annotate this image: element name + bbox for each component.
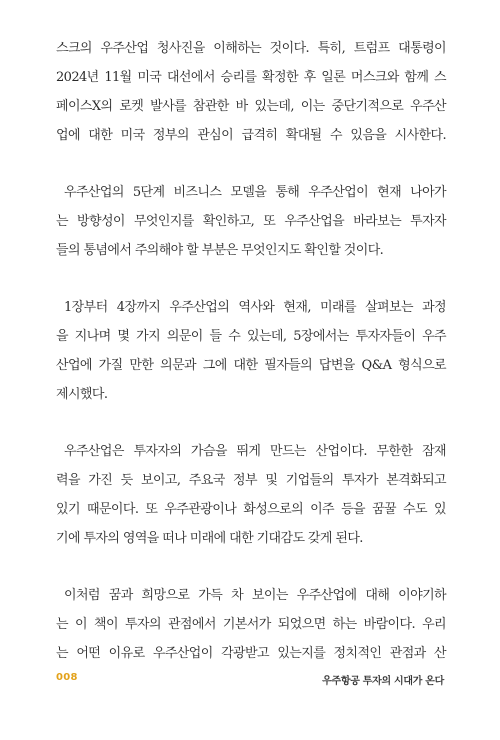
page-body [56,34,446,668]
text-line: 있기 때문이다. 또 우주관광이나 화성으로의 이주 등을 꿈꿀 수도 있 [56,502,446,517]
text-line: 1장부터 4장까지 우주산업의 역사와 현재, 미래를 살펴보는 과정 [64,300,446,315]
paragraph-gap [56,409,446,437]
text-line: 는 이 책이 투자의 관점에서 기본서가 되었으면 하는 바람이다. 우리 [56,617,446,632]
paragraph-5 [56,581,446,668]
text-line: 스크의 우주산업 청사진을 이해하는 것이다. 특히, 트럼프 대통령이 [56,41,446,56]
text-line: 산업에 가질 만한 의문과 그에 대한 필자들의 답변을 Q&A 형식으로 [56,358,446,373]
paragraph-3 [56,293,446,409]
page-footer [56,672,444,688]
text-line: 는 방향성이 무엇인지를 확인하고, 또 우주산업을 바라보는 투자자 [56,214,446,229]
text-line: 기에 투자의 영역을 떠나 미래에 대한 기대감도 갖게 된다. [56,531,363,546]
text-line: 2024년 11월 미국 대선에서 승리를 확정한 후 일론 머스크와 함께 스 [56,70,446,85]
text-line: 업에 대한 미국 정부의 관심이 급격히 확대될 수 있음을 시사한다. [56,128,446,143]
text-line: 우주산업의 5단계 비즈니스 모델을 통해 우주산업이 현재 나아가 [64,185,446,200]
text-line: 제시했다. [56,387,108,402]
paragraph-4 [56,437,446,553]
paragraph-gap [56,150,446,178]
paragraph-1 [56,34,446,150]
text-line: 페이스X의 로켓 발사를 참관한 바 있는데, 이는 중단기적으로 우주산 [56,99,446,114]
running-title: 우주항공 투자의 시대가 온다 [322,676,444,687]
paragraph-2 [56,178,446,265]
text-line: 는 어떤 이유로 우주산업이 각광받고 있는지를 정치적인 관점과 산 [56,646,446,661]
text-line: 이처럼 꿈과 희망으로 가득 차 보이는 우주산업에 대해 이야기하 [64,588,446,603]
paragraph-gap [56,553,446,581]
text-line: 을 지나며 몇 가지 의문이 들 수 있는데, 5장에서는 투자자들이 우주 [56,329,446,344]
text-line: 력을 가진 듯 보이고, 주요국 정부 및 기업들의 투자가 본격화되고 [56,473,446,488]
paragraph-gap [56,265,446,293]
text-line: 우주산업은 투자자의 가슴을 뛰게 만드는 산업이다. 무한한 잠재 [64,444,446,459]
page-number: 008 [56,672,78,683]
text-line: 들의 통념에서 주의해야 할 부분은 무엇인지도 확인할 것이다. [56,243,384,258]
